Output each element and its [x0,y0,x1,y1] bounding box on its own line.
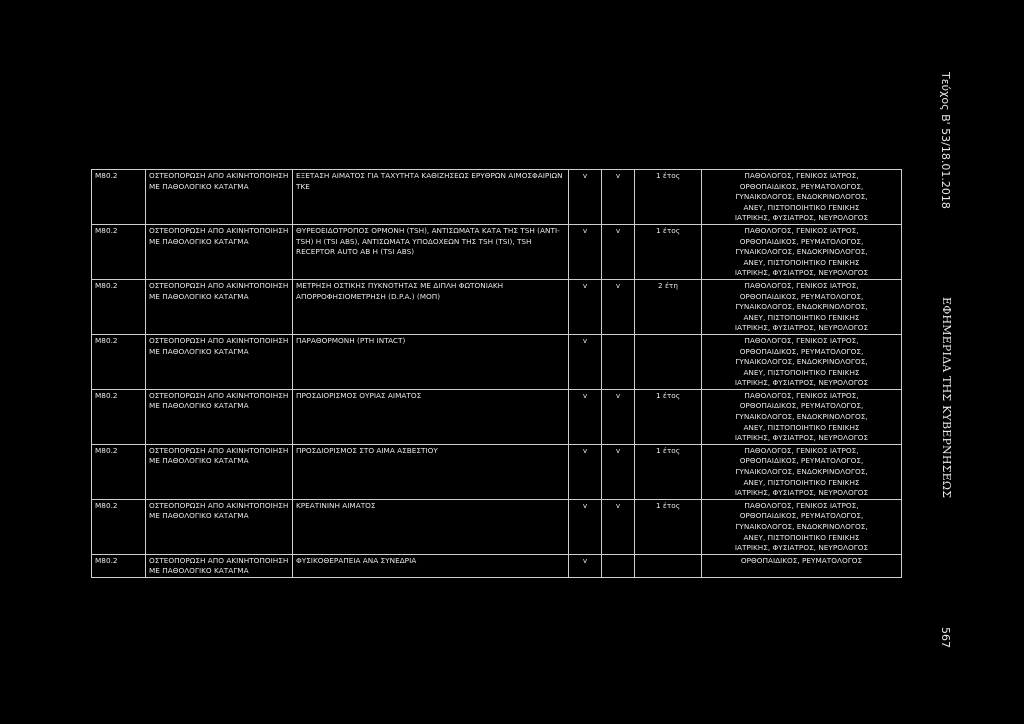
row-exam: ΠΑΡΑΘΟΡΜΟΝΗ (PTH INTACT) [293,334,569,389]
row-check-1: v [569,444,602,499]
row-exam: ΦΥΣΙΚΟΘΕΡΑΠΕΙΑ ΑΝΑ ΣΥΝΕΔΡΙΑ [293,554,569,577]
row-frequency: 1 έτος [635,499,702,554]
row-check-1: v [569,170,602,225]
row-code: M80.2 [92,279,146,334]
row-frequency: 1 έτος [635,389,702,444]
row-frequency: 1 έτος [635,224,702,279]
row-frequency [635,554,702,577]
row-check-2: v [602,224,635,279]
row-condition: ΟΣΤΕΟΠΟΡΩΣΗ ΑΠΟ ΑΚΙΝΗΤΟΠΟΙΗΣΗ ΜΕ ΠΑΘΟΛΟΓΙΚΟ ΚΑΤΑΓΜΑ [146,554,293,577]
row-condition: ΟΣΤΕΟΠΟΡΩΣΗ ΑΠΟ ΑΚΙΝΗΤΟΠΟΙΗΣΗ ΜΕ ΠΑΘΟΛΟΓΙΚΟ ΚΑΤΑΓΜΑ [146,444,293,499]
row-exam: ΠΡΟΣΔΙΟΡΙΣΜΟΣ ΣΤΟ ΑΙΜΑ ΑΣΒΕΣΤΙΟΥ [293,444,569,499]
row-exam: ΜΕΤΡΗΣΗ ΟΣΤΙΚΗΣ ΠΥΚΝΟΤΗΤΑΣ ΜΕ ΔΙΠΛΗ ΦΩΤΟΝΙΑΚΗ ΑΠΟΡΡΟΦΗΣΙΟΜΕΤΡΗΣΗ (D.P.A.) (ΜΟΠ) [293,279,569,334]
row-condition: ΟΣΤΕΟΠΟΡΩΣΗ ΑΠΟ ΑΚΙΝΗΤΟΠΟΙΗΣΗ ΜΕ ΠΑΘΟΛΟΓΙΚΟ ΚΑΤΑΓΜΑ [146,279,293,334]
row-specialties: ΠΑΘΟΛΟΓΟΣ, ΓΕΝΙΚΟΣ ΙΑΤΡΟΣ, ΟΡΘΟΠΑΙΔΙΚΟΣ, ΡΕΥΜΑΤΟΛΟΓΟΣ, ΓΥΝΑΙΚΟΛΟΓΟΣ, ΕΝΔΟΚΡΙΝΟΛΟΓΟΣ, ΑΝΕΥ, ΠΙΣΤΟΠΟΙΗΤΙΚΟ ΓΕΝΙΚΗΣ ΙΑΤΡΙΚΗΣ, ΦΥΣΙΑΤΡΟΣ, ΝΕΥΡΟΛΟΓΟΣ [702,499,902,554]
row-check-1: v [569,554,602,577]
row-condition: ΟΣΤΕΟΠΟΡΩΣΗ ΑΠΟ ΑΚΙΝΗΤΟΠΟΙΗΣΗ ΜΕ ΠΑΘΟΛΟΓΙΚΟ ΚΑΤΑΓΜΑ [146,389,293,444]
page-number: 567 [939,627,952,648]
table-row [92,444,902,499]
row-code: M80.2 [92,444,146,499]
row-exam: ΘΥΡΕΟΕΙΔΟΤΡΟΠΟΣ ΟΡΜΟΝΗ (TSH), ΑΝΤΙΣΩΜΑΤΑ ΚΑΤΑ ΤΗΣ TSH (ANTI-TSH) Η (TSI ABS), ΑΝΤΙΣΩΜΑΤΑ ΥΠΟΔΟΧΕΩΝ ΤΗΣ TSH (TSI), TSH RECEPTOR AUTO AB Η (TSI ABS) [293,224,569,279]
table-row [92,389,902,444]
row-condition: ΟΣΤΕΟΠΟΡΩΣΗ ΑΠΟ ΑΚΙΝΗΤΟΠΟΙΗΣΗ ΜΕ ΠΑΘΟΛΟΓΙΚΟ ΚΑΤΑΓΜΑ [146,499,293,554]
row-condition: ΟΣΤΕΟΠΟΡΩΣΗ ΑΠΟ ΑΚΙΝΗΤΟΠΟΙΗΣΗ ΜΕ ΠΑΘΟΛΟΓΙΚΟ ΚΑΤΑΓΜΑ [146,334,293,389]
row-frequency: 1 έτος [635,444,702,499]
row-specialties: ΠΑΘΟΛΟΓΟΣ, ΓΕΝΙΚΟΣ ΙΑΤΡΟΣ, ΟΡΘΟΠΑΙΔΙΚΟΣ, ΡΕΥΜΑΤΟΛΟΓΟΣ, ΓΥΝΑΙΚΟΛΟΓΟΣ, ΕΝΔΟΚΡΙΝΟΛΟΓΟΣ, ΑΝΕΥ, ΠΙΣΤΟΠΟΙΗΤΙΚΟ ΓΕΝΙΚΗΣ ΙΑΤΡΙΚΗΣ, ΦΥΣΙΑΤΡΟΣ, ΝΕΥΡΟΛΟΓΟΣ [702,334,902,389]
row-specialties: ΠΑΘΟΛΟΓΟΣ, ΓΕΝΙΚΟΣ ΙΑΤΡΟΣ, ΟΡΘΟΠΑΙΔΙΚΟΣ, ΡΕΥΜΑΤΟΛΟΓΟΣ, ΓΥΝΑΙΚΟΛΟΓΟΣ, ΕΝΔΟΚΡΙΝΟΛΟΓΟΣ, ΑΝΕΥ, ΠΙΣΤΟΠΟΙΗΤΙΚΟ ΓΕΝΙΚΗΣ ΙΑΤΡΙΚΗΣ, ΦΥΣΙΑΤΡΟΣ, ΝΕΥΡΟΛΟΓΟΣ [702,224,902,279]
row-frequency: 1 έτος [635,170,702,225]
row-specialties: ΠΑΘΟΛΟΓΟΣ, ΓΕΝΙΚΟΣ ΙΑΤΡΟΣ, ΟΡΘΟΠΑΙΔΙΚΟΣ, ΡΕΥΜΑΤΟΛΟΓΟΣ, ΓΥΝΑΙΚΟΛΟΓΟΣ, ΕΝΔΟΚΡΙΝΟΛΟΓΟΣ, ΑΝΕΥ, ΠΙΣΤΟΠΟΙΗΤΙΚΟ ΓΕΝΙΚΗΣ ΙΑΤΡΙΚΗΣ, ΦΥΣΙΑΤΡΟΣ, ΝΕΥΡΟΛΟΓΟΣ [702,389,902,444]
row-specialties: ΠΑΘΟΛΟΓΟΣ, ΓΕΝΙΚΟΣ ΙΑΤΡΟΣ, ΟΡΘΟΠΑΙΔΙΚΟΣ, ΡΕΥΜΑΤΟΛΟΓΟΣ, ΓΥΝΑΙΚΟΛΟΓΟΣ, ΕΝΔΟΚΡΙΝΟΛΟΓΟΣ, ΑΝΕΥ, ΠΙΣΤΟΠΟΙΗΤΙΚΟ ΓΕΝΙΚΗΣ ΙΑΤΡΙΚΗΣ, ΦΥΣΙΑΤΡΟΣ, ΝΕΥΡΟΛΟΓΟΣ [702,444,902,499]
row-frequency: 2 έτη [635,279,702,334]
row-code: M80.2 [92,499,146,554]
row-exam: ΚΡΕΑΤΙΝΙΝΗ ΑΙΜΑΤΟΣ [293,499,569,554]
row-code: M80.2 [92,224,146,279]
table-row [92,224,902,279]
row-code: M80.2 [92,334,146,389]
row-check-2 [602,554,635,577]
row-check-2: v [602,279,635,334]
row-check-2: v [602,499,635,554]
row-condition: ΟΣΤΕΟΠΟΡΩΣΗ ΑΠΟ ΑΚΙΝΗΤΟΠΟΙΗΣΗ ΜΕ ΠΑΘΟΛΟΓΙΚΟ ΚΑΤΑΓΜΑ [146,170,293,225]
row-check-1: v [569,224,602,279]
row-check-2: v [602,444,635,499]
row-check-2: v [602,170,635,225]
row-specialties: ΟΡΘΟΠΑΙΔΙΚΟΣ, ΡΕΥΜΑΤΟΛΟΓΟΣ [702,554,902,577]
row-specialties: ΠΑΘΟΛΟΓΟΣ, ΓΕΝΙΚΟΣ ΙΑΤΡΟΣ, ΟΡΘΟΠΑΙΔΙΚΟΣ, ΡΕΥΜΑΤΟΛΟΓΟΣ, ΓΥΝΑΙΚΟΛΟΓΟΣ, ΕΝΔΟΚΡΙΝΟΛΟΓΟΣ, ΑΝΕΥ, ΠΙΣΤΟΠΟΙΗΤΙΚΟ ΓΕΝΙΚΗΣ ΙΑΤΡΙΚΗΣ, ΦΥΣΙΑΤΡΟΣ, ΝΕΥΡΟΛΟΓΟΣ [702,170,902,225]
issue-label: Τεύχος Β' 53/18.01.2018 [939,72,952,209]
exams-table [91,169,902,578]
row-check-1: v [569,334,602,389]
row-check-1: v [569,279,602,334]
row-exam: ΠΡΟΣΔΙΟΡΙΣΜΟΣ ΟΥΡΙΑΣ ΑΙΜΑΤΟΣ [293,389,569,444]
row-frequency [635,334,702,389]
gazette-title: ΕΦΗΜΕΡΙΔΑ ΤΗΣ ΚΥΒΕΡΝΗΣΕΩΣ [940,297,953,499]
table-row [92,279,902,334]
table-row [92,170,902,225]
row-code: M80.2 [92,554,146,577]
row-check-1: v [569,499,602,554]
row-check-2 [602,334,635,389]
row-code: M80.2 [92,170,146,225]
row-condition: ΟΣΤΕΟΠΟΡΩΣΗ ΑΠΟ ΑΚΙΝΗΤΟΠΟΙΗΣΗ ΜΕ ΠΑΘΟΛΟΓΙΚΟ ΚΑΤΑΓΜΑ [146,224,293,279]
row-check-2: v [602,389,635,444]
row-exam: ΕΞΕΤΑΣΗ ΑΙΜΑΤΟΣ ΓΙΑ ΤΑΧΥΤΗΤΑ ΚΑΘΙΖΗΣΕΩΣ ΕΡΥΘΡΩΝ ΑΙΜΟΣΦΑΙΡΙΩΝ ΤΚΕ [293,170,569,225]
table-row [92,334,902,389]
table-row [92,554,902,577]
table-row [92,499,902,554]
row-check-1: v [569,389,602,444]
row-code: M80.2 [92,389,146,444]
row-specialties: ΠΑΘΟΛΟΓΟΣ, ΓΕΝΙΚΟΣ ΙΑΤΡΟΣ, ΟΡΘΟΠΑΙΔΙΚΟΣ, ΡΕΥΜΑΤΟΛΟΓΟΣ, ΓΥΝΑΙΚΟΛΟΓΟΣ, ΕΝΔΟΚΡΙΝΟΛΟΓΟΣ, ΑΝΕΥ, ΠΙΣΤΟΠΟΙΗΤΙΚΟ ΓΕΝΙΚΗΣ ΙΑΤΡΙΚΗΣ, ΦΥΣΙΑΤΡΟΣ, ΝΕΥΡΟΛΟΓΟΣ [702,279,902,334]
